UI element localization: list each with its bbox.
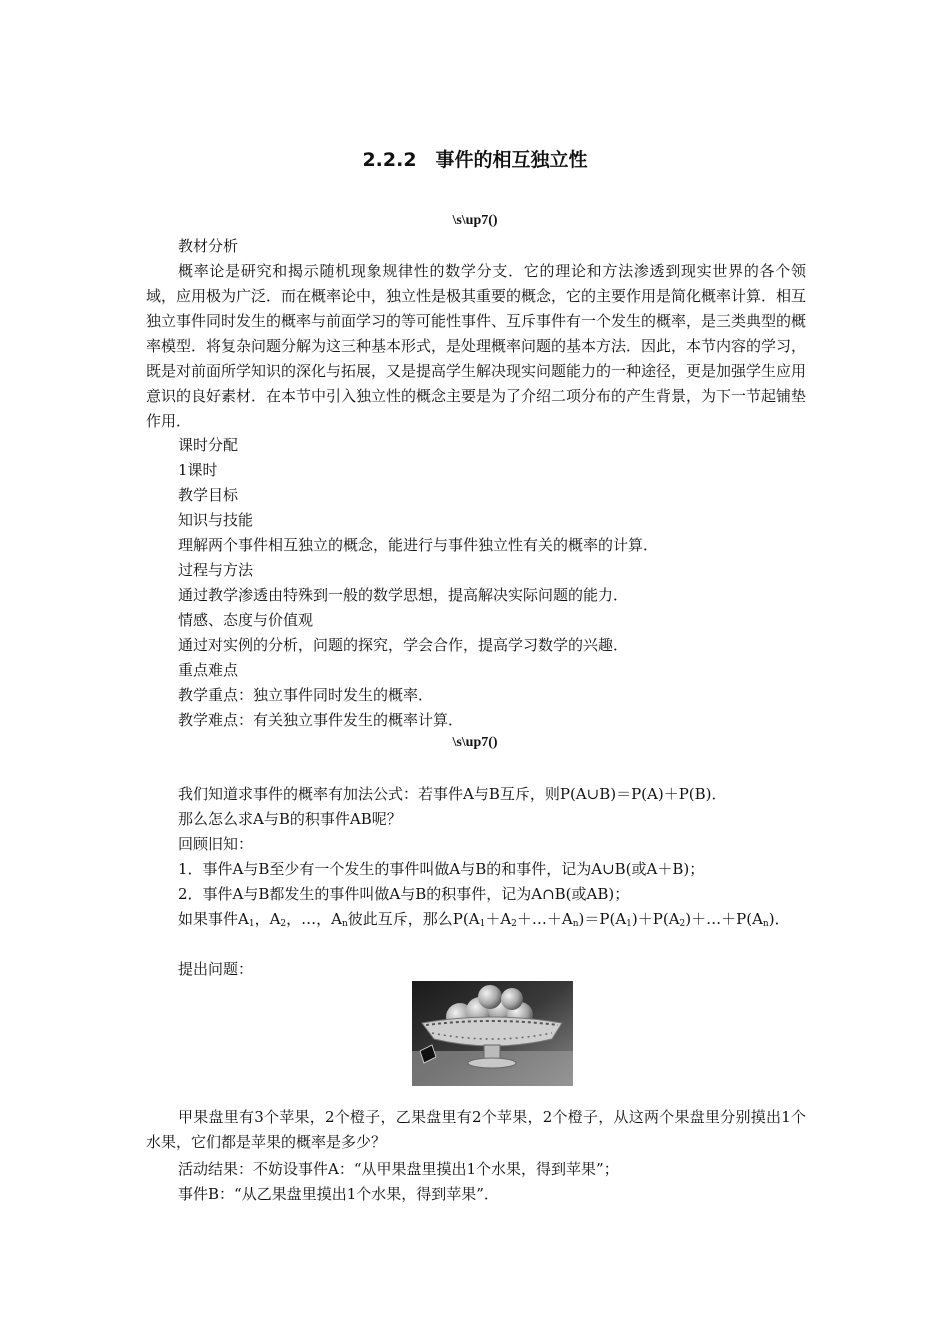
hours-heading: 课时分配 (178, 436, 239, 454)
subscript: 2 (511, 919, 517, 929)
knowledge-heading: 知识与技能 (178, 511, 254, 529)
formula-text: ，…，A (286, 910, 342, 928)
intro-line: 提出问题： (178, 960, 254, 978)
formula-text: 彼此互斥，那么P(A (347, 910, 480, 928)
section-marker: \s\up7() (452, 213, 498, 228)
process-text: 通过教学渗透由特殊到一般的数学思想，提高解决实际问题的能力． (178, 586, 629, 604)
formula-text: )． (768, 910, 790, 928)
formula-text: )＝P(A (578, 910, 627, 928)
subscript: 1 (479, 919, 486, 929)
page-title: 2.2.2 事件的相互独立性 (362, 149, 588, 171)
analysis-heading: 教材分析 (178, 237, 239, 255)
emotion-heading: 情感、态度与价值观 (178, 611, 314, 629)
section-marker: \s\up7() (452, 735, 498, 750)
key-heading: 重点难点 (178, 661, 239, 679)
problem-paragraph: 甲果盘里有3个苹果，2个橙子，乙果盘里有2个苹果，2个橙子，从这两个果盘里分别摸出1个水果，它们都是苹果的概率是多少？ (146, 1108, 806, 1151)
subscript: n (572, 919, 579, 929)
difficult-point: 教学难点：有关独立事件发生的概率计算． (178, 711, 464, 729)
activity-result: 事件B：“从乙果盘里摸出1个水果，得到苹果”． (178, 1185, 499, 1203)
analysis-paragraph: 概率论是研究和揭示随机现象规律性的数学分支．它的理论和方法渗透到现实世界的各个领域，应用极为广泛．而在概率论中，独立性是极其重要的概念，它的主要作用是简化概率计算．相互独立事件同时发生的概率与前面学习的等可能性事件、互斥事件有一个发生的概率，是三类典型的概率模型．将复杂问题分解为这三种基本形式，是处理概率问题的基本方法．因此，本节内容的学习，既是对前面所学知识的深化与拓展，又是提高学生解决现实问题能力的一种途径，更是加强学生应用意识的良好素材．在本节中引入独立性的概念主要是为了介绍二项分布的产生背景，为下一节起铺垫作用． (146, 262, 807, 430)
intro-line: 1．事件A与B至少有一个发生的事件叫做A与B的和事件，记为A∪B(或A＋B)； (178, 860, 705, 878)
formula-text: ＋…＋A (516, 910, 573, 928)
subscript: n (342, 919, 348, 929)
subscript: 1 (248, 919, 255, 929)
formula-text: )＋P(A (631, 910, 680, 928)
formula-text: 如果事件A (178, 910, 249, 928)
knowledge-text: 理解两个事件相互独立的概念，能进行与事件独立性有关的概率的计算． (178, 536, 659, 554)
key-point: 教学重点：独立事件同时发生的概率． (178, 686, 434, 704)
process-heading: 过程与方法 (178, 561, 254, 579)
intro-line: 回顾旧知： (178, 835, 254, 853)
goals-heading: 教学目标 (178, 486, 239, 504)
activity-result: 活动结果：不妨设事件A：“从甲果盘里摸出1个水果，得到苹果”； (178, 1160, 619, 1178)
formula-text: ＋A (485, 910, 512, 928)
hours-value: 1课时 (178, 461, 218, 479)
subscript: 2 (280, 919, 287, 929)
fruit-bowl-photo (412, 981, 573, 1086)
intro-line: 那么怎么求A与B的积事件AB呢？ (178, 810, 402, 828)
intro-line: 我们知道求事件的概率有加法公式：若事件A与B互斥，则P(A∪B)＝P(A)＋P(B)． (178, 785, 727, 803)
subscript: 2 (679, 919, 686, 929)
subscript: 1 (626, 919, 632, 929)
formula-text: ，A (254, 910, 281, 928)
subscript: n (762, 919, 769, 929)
formula-line (178, 908, 790, 935)
intro-line: 2．事件A与B都发生的事件叫做A与B的积事件，记为A∩B(或AB)； (178, 885, 630, 903)
emotion-text: 通过对实例的分析，问题的探究，学会合作，提高学习数学的兴趣． (178, 636, 629, 654)
formula-text: )＋…＋P(A (685, 910, 763, 928)
